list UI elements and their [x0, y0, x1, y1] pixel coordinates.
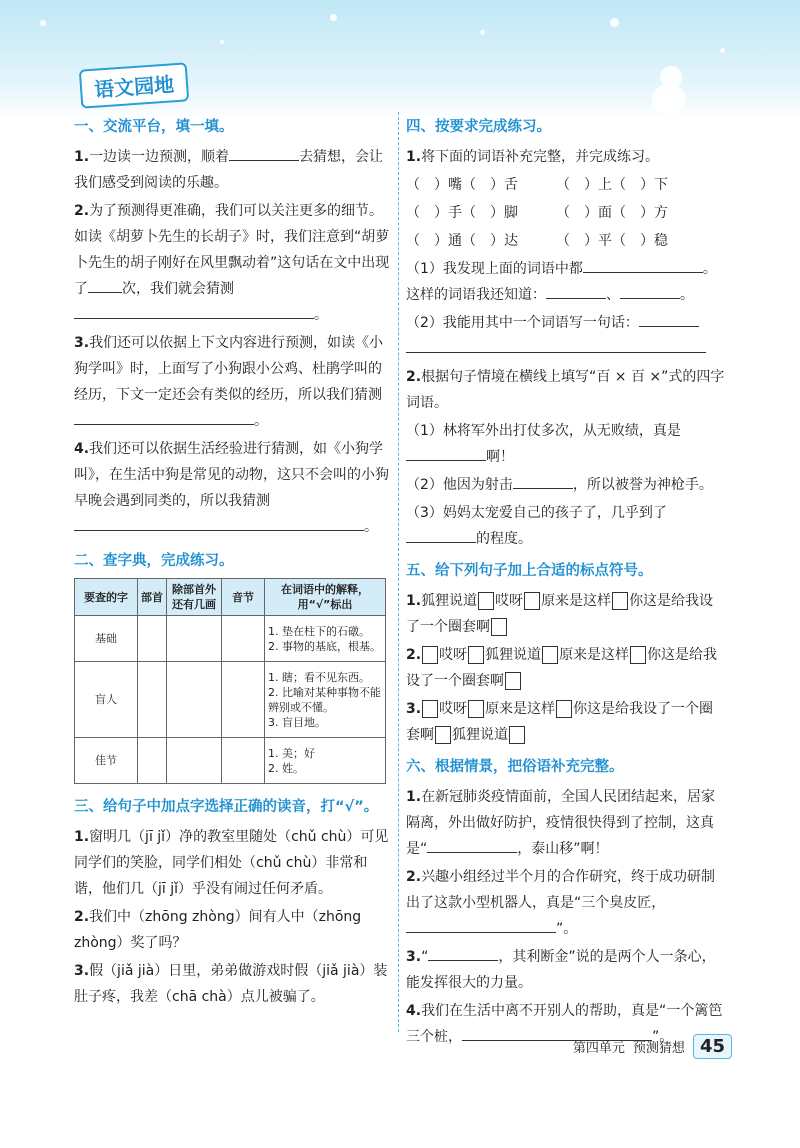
s4-q2: 2.根据句子情境在横线上填写“百 × 百 ×”式的四字词语。: [406, 369, 725, 411]
s4-sub2: （2）我能用其中一个词语写一句话：: [406, 310, 726, 362]
idiom-row: （ ）嘴（ ）舌 （ ）上（ ）下: [406, 177, 668, 193]
dictionary-table: [74, 578, 386, 784]
table-header: 音节: [222, 579, 265, 616]
answer-blank[interactable]: [639, 310, 699, 327]
s4-q1: 1.将下面的词语补充完整，并完成练习。: [406, 149, 660, 165]
punct-box[interactable]: [478, 592, 494, 610]
table-header: 部首: [138, 579, 167, 616]
section-title-tag: 语文园地: [79, 62, 189, 108]
answer-blank[interactable]: [229, 144, 299, 161]
punct-box[interactable]: [468, 700, 484, 718]
idiom-row: （ ）通（ ）达 （ ）平（ ）稳: [406, 233, 668, 249]
answer-blank[interactable]: [546, 282, 606, 299]
table-header: 在词语中的解释，用“√”标出: [265, 579, 386, 616]
s6-q1: 1.在新冠肺炎疫情面前，全国人民团结起来，居家隔离，外出做好防护，疫情很快得到了控制，这真是“ ，泰山移”啊！: [406, 789, 716, 857]
answer-cell[interactable]: [222, 616, 265, 662]
answer-blank[interactable]: [74, 514, 364, 531]
answer-cell[interactable]: [167, 662, 222, 738]
answer-cell[interactable]: [222, 662, 265, 738]
punct-box[interactable]: [509, 726, 525, 744]
answer-blank[interactable]: [428, 944, 498, 961]
section-5-title: 五、给下列句子加上合适的标点符号。: [406, 563, 653, 579]
punct-box[interactable]: [612, 592, 628, 610]
section-4-title: 四、按要求完成练习。: [406, 119, 551, 135]
answer-blank[interactable]: [583, 256, 703, 273]
s3-q2: 2.我们中（zhōng zhòng）间有人中（zhōng zhòng）奖了吗？: [74, 909, 362, 951]
answer-cell[interactable]: [222, 738, 265, 784]
table-row: 佳节 1. 美；好 2. 姓。: [75, 738, 386, 784]
answer-blank[interactable]: [88, 276, 122, 293]
punct-box[interactable]: [468, 646, 484, 664]
punct-box[interactable]: [422, 700, 438, 718]
answer-blank[interactable]: [74, 408, 254, 425]
table-row: 盲人 1. 瞎；看不见东西。 2. 比喻对某种事物不能辨别或不懂。 3. 盲目地。: [75, 662, 386, 738]
answer-cell[interactable]: [167, 738, 222, 784]
answer-cell[interactable]: [138, 662, 167, 738]
section-1-title: 一、交流平台，填一填。: [74, 119, 234, 135]
answer-blank[interactable]: [406, 526, 476, 543]
s5-q3: 3. 哎呀 原来是这样 你这是给我设了一个圈套啊 狐狸说道: [406, 701, 714, 743]
section-6-title: 六、根据情景，把俗语补充完整。: [406, 759, 624, 775]
section-2-title: 二、查字典，完成练习。: [74, 553, 234, 569]
punct-box[interactable]: [630, 646, 646, 664]
s3-q1: 1.窗明几（jī jǐ）净的教室里随处（chǔ chù）可见同学们的笑脸，同学们相处（chǔ chù）非常和谐，他们几（jī jǐ）乎没有闹过任何矛盾。: [74, 829, 389, 897]
section-3-title: 三、给句子中加点字选择正确的读音，打“√”。: [74, 799, 379, 815]
right-column: [406, 112, 726, 1052]
s3-q3: 3.假（jiǎ jià）日里，弟弟做游戏时假（jiǎ jià）装肚子疼，我差（chā chà）点儿被骗了。: [74, 963, 388, 1005]
answer-blank[interactable]: [427, 836, 517, 853]
punct-box[interactable]: [556, 700, 572, 718]
s1-q4: 4.我们还可以依据生活经验进行猜测，如《小狗学叫》，在生活中狗是常见的动物，这只不会叫的小狗早晚会遇到同类的，所以我猜测。: [74, 441, 389, 535]
unit-label: 第四单元: [572, 1041, 625, 1056]
answer-blank[interactable]: [406, 336, 706, 353]
answer-blank[interactable]: [620, 282, 680, 299]
punct-box[interactable]: [435, 726, 451, 744]
answer-blank[interactable]: [406, 916, 556, 933]
table-header: 要查的字: [75, 579, 138, 616]
answer-blank[interactable]: [406, 444, 486, 461]
page-number: 45: [693, 1034, 732, 1059]
page-footer: [573, 1034, 732, 1059]
idiom-row: （ ）手（ ）脚 （ ）面（ ）方: [406, 205, 668, 221]
answer-cell[interactable]: [138, 616, 167, 662]
column-divider: [398, 112, 399, 1032]
answer-blank[interactable]: [74, 302, 314, 319]
s4-q2-3: （3）妈妈太宠爱自己的孩子了，几乎到了的程度。: [406, 505, 667, 547]
s5-q1: 1.狐狸说道 哎呀 原来是这样 你这是给我设了一个圈套啊: [406, 593, 714, 635]
s4-sub1: （1）我发现上面的词语中都 。 这样的词语我还知道： 、 。: [406, 256, 726, 308]
s4-q2-1: （1）林将军外出打仗多次，从无败绩，真是啊！: [406, 423, 681, 465]
s6-q3: 3.“ ，其利断金”说的是两个人一条心，能发挥很大的力量。: [406, 944, 726, 996]
punct-box[interactable]: [491, 618, 507, 636]
s1-q2: 2.为了预测得更准确，我们可以关注更多的细节。如读《胡萝卜先生的长胡子》时，我们注意到“胡萝卜先生的胡子刚好在风里飘动着”这句话在文中出现了 次，我们就会猜测。: [74, 203, 390, 323]
s1-q1: 1.一边读一边预测，顺着 去猜想，会让我们感受到阅读的乐趣。: [74, 144, 392, 196]
table-row: 基础 1. 垫在柱下的石礅。 2. 事物的基底，根基。: [75, 616, 386, 662]
punct-box[interactable]: [422, 646, 438, 664]
s6-q4: 4.我们在生活中离不开别人的帮助，真是“一个篱笆三个桩， ”。: [406, 1003, 723, 1045]
topic-label: 预测猜想: [632, 1041, 685, 1056]
s4-q2-2: （2）他因为射击 ，所以被誉为神枪手。: [406, 472, 726, 498]
punct-box[interactable]: [524, 592, 540, 610]
s1-q3: 3.我们还可以依据上下文内容进行预测，如读《小狗学叫》时，上面写了小狗跟小公鸡、杜鹃学叫的经历，下文一定还会有类似的经历，所以我们猜测。: [74, 335, 384, 429]
answer-blank[interactable]: [513, 472, 573, 489]
answer-cell[interactable]: [167, 616, 222, 662]
table-header: 除部首外还有几画: [167, 579, 222, 616]
s6-q2: 2.兴趣小组经过半个月的合作研究，终于成功研制出了这款小型机器人，真是“三个臭皮匠，”。: [406, 869, 716, 937]
punct-box[interactable]: [505, 672, 521, 690]
punct-box[interactable]: [542, 646, 558, 664]
answer-cell[interactable]: [138, 738, 167, 784]
left-column: [74, 112, 392, 1012]
s5-q2: 2. 哎呀 狐狸说道 原来是这样 你这是给我设了一个圈套啊: [406, 647, 718, 689]
